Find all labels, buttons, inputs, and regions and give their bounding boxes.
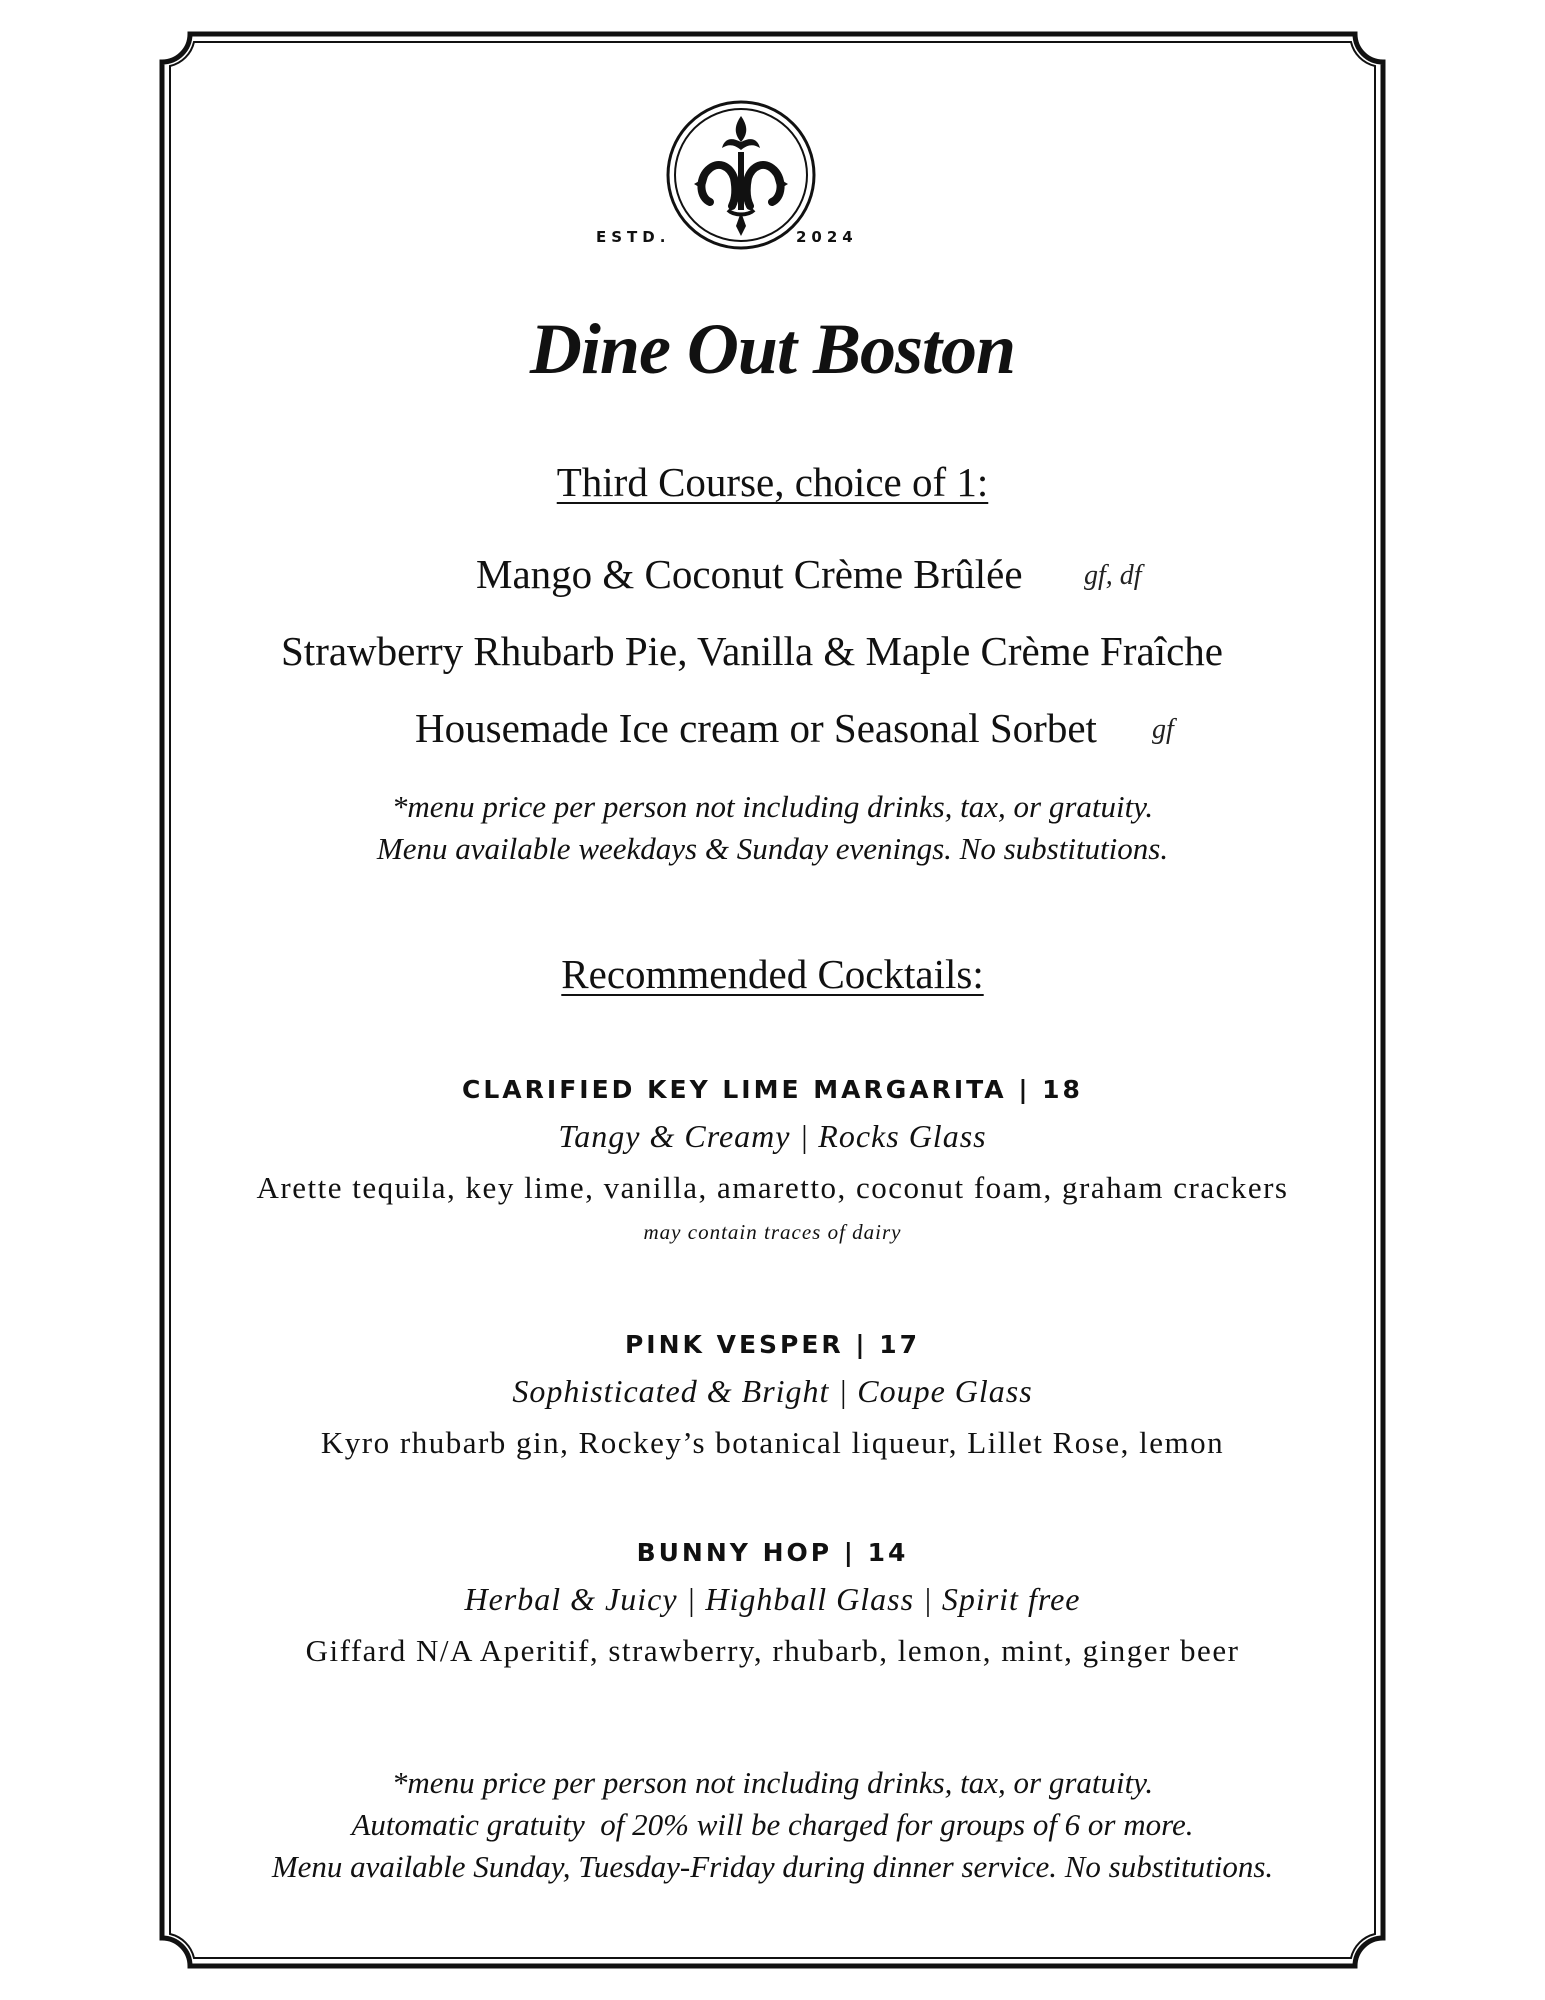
note-line: Menu available weekdays & Sunday evenings. No substitutions. xyxy=(376,831,1169,866)
cocktail-ingredients: Giffard N/A Aperitif, strawberry, rhubarb, lemon, mint, ginger beer xyxy=(305,1633,1240,1668)
cocktail-name: BUNNY HOP | 14 xyxy=(636,1538,909,1567)
note-line: *menu price per person not including drinks, tax, or gratuity. xyxy=(391,1765,1154,1800)
dessert-item-name: Housemade Ice cream or Seasonal Sorbet xyxy=(415,705,1097,751)
cocktail-name: PINK VESPER | 17 xyxy=(624,1330,921,1359)
cocktail-description: Herbal & Juicy | Highball Glass | Spirit free xyxy=(464,1581,1081,1617)
footer-note xyxy=(0,1762,1545,1888)
cocktails-heading: Recommended Cocktails: xyxy=(561,951,984,997)
cocktail-name: CLARIFIED KEY LIME MARGARITA | 18 xyxy=(462,1075,1083,1104)
dessert-item-name: Strawberry Rhubarb Pie, Vanilla & Maple Crème Fraîche xyxy=(281,628,1223,674)
third-course-heading: Third Course, choice of 1: xyxy=(556,459,989,505)
dietary-tag: gf xyxy=(1152,714,1174,745)
cocktail-ingredients: Kyro rhubarb gin, Rockey’s botanical liqueur, Lillet Rose, lemon xyxy=(320,1425,1225,1460)
cocktail-description: Tangy & Creamy | Rocks Glass xyxy=(558,1118,987,1154)
cocktail-ingredients: Arette tequila, key lime, vanilla, amaretto, coconut foam, graham crackers xyxy=(256,1170,1289,1205)
note-line: Menu available Sunday, Tuesday-Friday during dinner service. No substitutions. xyxy=(271,1849,1274,1884)
dietary-tag: gf, df xyxy=(1084,560,1142,591)
cocktail-description: Sophisticated & Bright | Coupe Glass xyxy=(512,1373,1033,1409)
note-line: *menu price per person not including drinks, tax, or gratuity. xyxy=(391,789,1154,824)
note-line: Automatic gratuity of 20% will be charged for groups of 6 or more. xyxy=(351,1807,1194,1842)
allergen-warning: may contain traces of dairy xyxy=(643,1220,902,1244)
established-label: ESTD. xyxy=(596,228,671,246)
established-year: 2024 xyxy=(796,228,858,246)
dessert-item-name: Mango & Coconut Crème Brûlée xyxy=(476,551,1023,597)
restaurant-logo-emblem xyxy=(664,98,818,252)
page-title: Dine Out Boston xyxy=(529,309,1016,389)
third-course-note xyxy=(0,786,1545,870)
